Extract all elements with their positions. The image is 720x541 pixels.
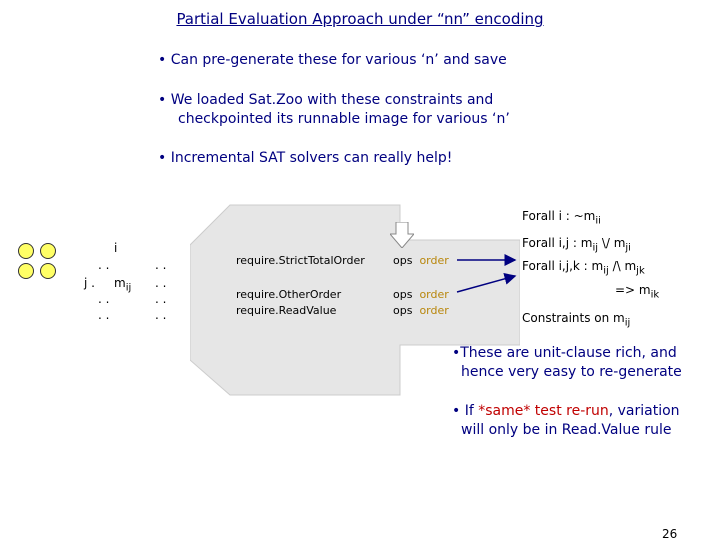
circle-1 [18, 243, 34, 259]
slide-title: Partial Evaluation Approach under “nn” encoding [176, 10, 544, 28]
down-arrow-icon [390, 222, 414, 248]
note-unit-clause: •These are unit-clause rich, and [452, 345, 677, 361]
circle-4 [40, 263, 56, 279]
page-number: 26 [662, 527, 678, 541]
matrix-dots-right2: . . [155, 276, 167, 290]
arrows [455, 246, 525, 306]
bullet-incremental: • Incremental SAT solvers can really help! [158, 150, 453, 166]
rule-read-value: require.ReadValue [236, 304, 337, 317]
ops-order-1: ops order [393, 254, 449, 267]
constraints-on-mij: Constraints on $m_{ij}$ [522, 311, 631, 329]
matrix-cell: $m_{ij}$ [114, 276, 132, 294]
matrix-dots-right3: . . [155, 292, 167, 306]
matrix-dots-right1: . . [155, 258, 167, 272]
rule-other-order: require.OtherOrder [236, 288, 342, 301]
constraint-implies: => $m_{ik}$ [615, 283, 660, 301]
note-same-test: • If *same* test re-run, variation [452, 403, 680, 419]
circle-2 [40, 243, 56, 259]
constraint-transitive: Forall i,j,k : $m_{ij}$ /\ $m_{jk}$ [522, 259, 645, 277]
note-same-test-cont: will only be in Read.Value rule [461, 422, 672, 438]
matrix-col-index: i [114, 241, 118, 255]
arrow-diagonal-icon [457, 276, 515, 292]
circle-3 [18, 263, 34, 279]
matrix-dots-row3: . . [98, 292, 110, 306]
ops-order-2: ops order [393, 288, 449, 301]
note-unit-clause-cont: hence very easy to re-generate [461, 364, 682, 380]
ops-order-3: ops order [393, 304, 449, 317]
bullet-satzoo: • We loaded Sat.Zoo with these constraints and [158, 92, 494, 108]
matrix-dots-row4: . . [98, 308, 110, 322]
matrix-dots-row1: . . [98, 258, 110, 272]
bullet-satzoo-cont: checkpointed its runnable image for various ‘n’ [178, 111, 510, 127]
matrix-dots-right4: . . [155, 308, 167, 322]
bullet-pregenerate: • Can pre-generate these for various ‘n’ and save [158, 52, 507, 68]
constraint-irreflexive: Forall i : $\sim m_{ii}$ [522, 209, 601, 227]
rule-strict-total-order: require.StrictTotalOrder [236, 254, 365, 267]
constraint-total: Forall i,j : $m_{ij}$ \/ $m_{ji}$ [522, 236, 631, 254]
matrix-row-index: j . [84, 276, 95, 290]
